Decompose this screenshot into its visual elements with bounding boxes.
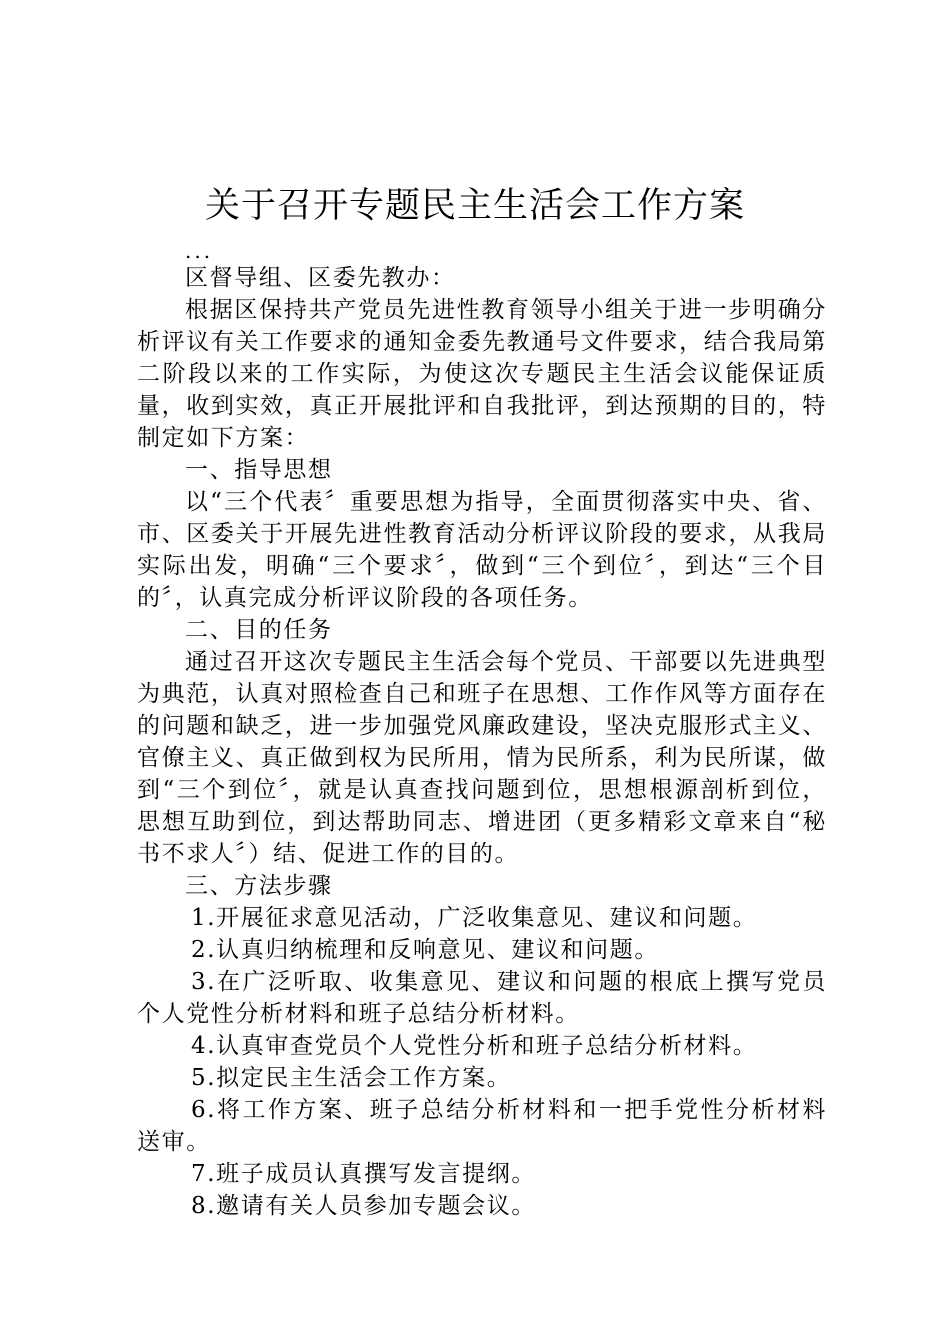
section-body-guiding-ideology: 以“三个代表〞重要思想为指导，全面贯彻落实中央、省、市、区委关于开展先进性教育活动分析评议阶段的要求，从我局实际出发，明确“三个要求〞，做到“三个到位〞，到达“三个目的〞，认真完成分析评议阶段的各项任务。 — [137, 489, 827, 611]
document-title: 关于召开专题民主生活会工作方案 — [204, 186, 745, 226]
section-heading-objectives: 二、目的任务 — [185, 617, 333, 643]
section-heading-method-steps: 三、方法步骤 — [185, 873, 333, 899]
section-body-objectives: 通过召开这次专题民主生活会每个党员、干部要以先进典型为典范，认真对照检查自己和班子在思想、工作作风等方面存在的问题和缺乏，进一步加强党风廉政建设，坚决克服形式主义、官僚主义、真正做到权为民所用，情为民所系，利为民所谋，做到“三个到位〞，就是认真查找问题到位，思想根源剖析到位，思想互助到位，到达帮助同志、增进团（更多精彩文章来自“秘书不求人〞）结、促进工作的目的。 — [137, 649, 827, 867]
step-item: 8.邀请有关人员参加专题会议。 — [191, 1193, 536, 1219]
section-heading-guiding-ideology: 一、指导思想 — [185, 457, 333, 483]
step-item: 7.班子成员认真撰写发言提纲。 — [191, 1161, 536, 1187]
document-body — [137, 240, 827, 1222]
step-item: 5.拟定民主生活会工作方案。 — [191, 1065, 512, 1091]
step-item: 3.在广泛听取、收集意见、建议和问题的根底上撰写党员个人党性分析材料和班子总结分析材料。 — [137, 969, 827, 1027]
step-item: 1.开展征求意见活动，广泛收集意见、建议和问题。 — [191, 905, 758, 931]
step-item: 4.认真审查党员个人党性分析和班子总结分析材料。 — [191, 1033, 758, 1059]
step-item: 2.认真归纳梳理和反响意见、建议和问题。 — [191, 937, 659, 963]
intro-paragraph: 根据区保持共产党员先进性教育领导小组关于进一步明确分析评议有关工作要求的通知金委先教通号文件要求，结合我局第二阶段以来的工作实际，为使这次专题民主生活会议能保证质量，收到实效，真正开展批评和自我批评，到达预期的目的，特制定如下方案： — [137, 297, 827, 451]
addressee: 区督导组、区委先教办： — [185, 265, 456, 291]
step-item: 6.将工作方案、班子总结分析材料和一把手党性分析材料送审。 — [137, 1097, 827, 1155]
ellipsis: ... — [185, 239, 214, 263]
